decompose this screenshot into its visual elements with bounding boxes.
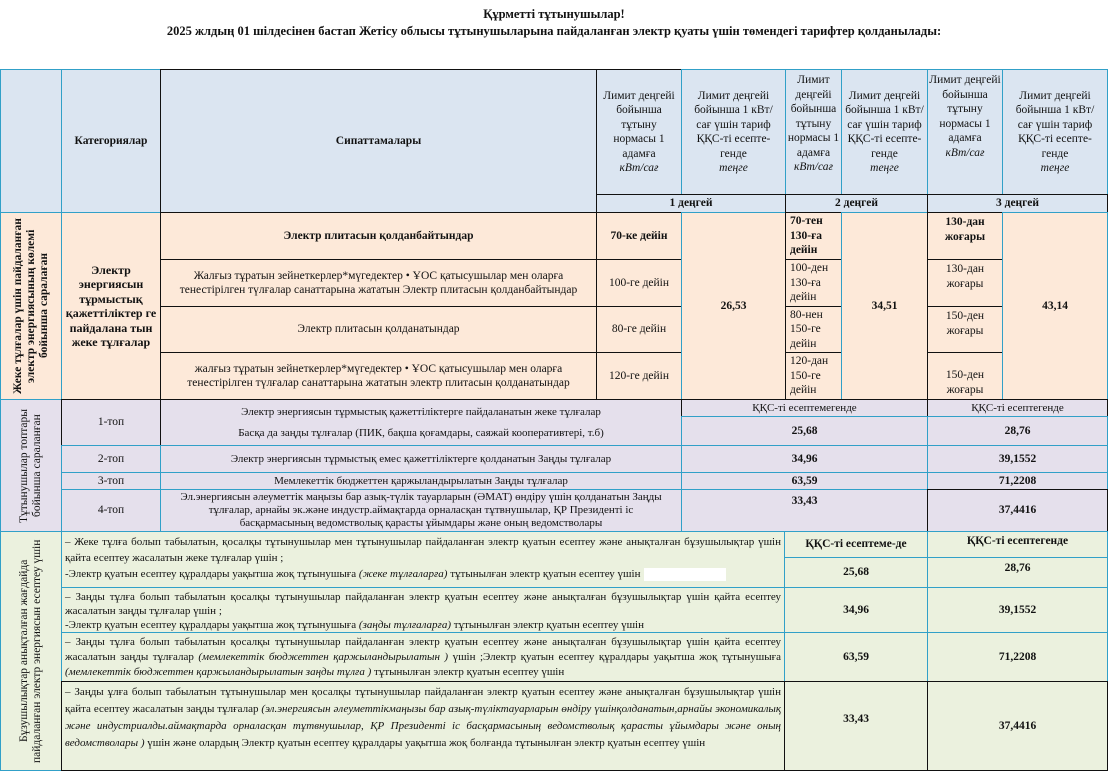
violation-row-desc: – Заңды тұлға болып табылатын қосалқы тұтынушылар пайдаланған электр қуатын есептеу және анықталған бұзушылықтар үшін қайта есептеу жасалатын заңды тұлғалар (мемлекеттік бюджеттен қаржыландырылатын ) үшін ;Электр қуатын есептеу құралдары уақытша жоқ тұтынушыға (мемлекеттік бюджеттен қаржыландырылатын заңды тұлға ) тұтынылған электр қуатын есептеу үшін [61, 632, 785, 682]
white-patch [644, 568, 726, 581]
section1-category: Электр энергиясын тұрмыстық қажеттіліктер ге пайдалана тын жеке тұлғалар [61, 212, 161, 400]
violation-col-with-vat: ҚҚС-ті есептегенде [927, 531, 1108, 558]
norm-unit: кВт/сағ [793, 161, 834, 173]
level-1-header: 1 деңгей [596, 194, 786, 213]
s1-tariff-level3: 43,14 [1002, 212, 1108, 400]
norm-label: Лимит деңгейі бойынша тұтыну нормасы 1 адамға [929, 74, 1001, 144]
header-l1-norm [596, 69, 682, 195]
violation-with-vat: 71,2208 [927, 632, 1108, 682]
header-descriptions: Сипаттамалары [160, 69, 597, 213]
s1-row-l2-norm: 80-нен 150-ге дейін [785, 306, 842, 353]
s1-row-desc: Электр плитасын қолданатындар [160, 306, 597, 353]
s1-tariff-level2: 34,51 [841, 212, 928, 400]
violation-without-vat: 25,68 [784, 557, 928, 588]
group-without-vat: 63,59 [681, 472, 928, 490]
norm-unit: кВт/сағ [619, 162, 659, 174]
section1-side-label: Жеке тұлғалар үшін пайдаланған электр энергиясының көлемі бойынша саралаған [0, 212, 62, 400]
col-with-vat: ҚҚС-ті есептегенде [927, 399, 1108, 417]
s1-row-l3-norm: 150-ден жоғары [927, 352, 1003, 400]
header-categories: Категориялар [61, 69, 161, 213]
violation-with-vat: 28,76 [927, 557, 1108, 588]
group-name: 4-топ [61, 489, 161, 532]
s1-row-l3-norm: 150-ден жоғары [927, 306, 1003, 353]
group-without-vat: 25,68 [681, 416, 928, 446]
group-with-vat: 37,4416 [927, 489, 1108, 532]
header-l2-tariff [841, 69, 928, 195]
group-with-vat: 28,76 [927, 416, 1108, 446]
header-l2-norm [785, 69, 842, 195]
s1-row-l1-norm: 120-ге дейін [596, 352, 682, 400]
s1-row-desc: жалғыз тұратын зейнеткерлер*мүгедектер • ҰОС қатысушылар мен оларға тенестірілген түлғалар санаттарына жататын электр плитасын қолданатындар [160, 352, 597, 400]
s1-row-l3-norm: 130-дан жоғары [927, 212, 1003, 260]
s1-row-desc: Жалғыз тұратын зейнеткерлер*мүгедектер • ҰОС қатысушылар мен оларға тенестірілген түлғалар санаттарына жататын Электр плитасын қолданбайтындар [160, 259, 597, 307]
violation-row-desc: – Заңды тұлға болып табылатын қосалқы тұтынушылар пайдаланған электр қуатын есептеу және анықталған бұзушылықтар үшін қайта есептеу жасалатын заңды тұлғалар үшін ; -Электр қуатын есептеу құралдары уақытша жоқ тұтынушыға (заңды тұлғаларға) тұтынылған электр қуатын есептеу үшін [61, 587, 785, 633]
group-name: 2-топ [61, 445, 161, 473]
s1-tariff-level1: 26,53 [681, 212, 786, 400]
group-desc: Мемлекеттік бюджеттен қаржыландырылатын Заңды тұлғалар [160, 472, 682, 490]
s1-row-l2-norm: 100-ден 130-ға дейін [785, 259, 842, 307]
s1-row-l2-norm: 120-дан 150-ге дейін [785, 352, 842, 400]
violation-with-vat: 37,4416 [927, 681, 1108, 771]
page-subtitle: 2025 жлдың 01 шілдесінен бастап Жетісу облысы тұтынушыларына пайдаланған электр қуаты үшін төмендегі тарифтер қолданылады: [166, 24, 942, 38]
header-l1-tariff [681, 69, 786, 195]
header-l3-tariff [1002, 69, 1108, 195]
section2-side-label: Тұтынушылар топтары бойынша сараланған [0, 399, 62, 532]
s1-row-l3-norm: 130-дан жоғары [927, 259, 1003, 307]
violation-without-vat: 63,59 [784, 632, 928, 682]
s1-row-l1-norm: 70-ке дейін [596, 212, 682, 260]
group-name: 3-топ [61, 472, 161, 490]
header-blank [0, 69, 62, 213]
group-without-vat: 33,43 [681, 489, 928, 532]
level-2-header: 2 деңгей [785, 194, 928, 213]
section3-side-label: Бұзушылықтар анықталған жағдайда пайдаланған электр энергиясын есептеу үшін [0, 531, 62, 771]
s1-row-l1-norm: 100-ге дейін [596, 259, 682, 307]
norm-label: Лимит деңгейі бойынша тұтыну нормасы 1 адамға [603, 89, 675, 160]
group-desc: Электр энергиясын тұрмыстық емес қажеттіліктерге қолданатын Заңды тұлғалар [160, 445, 682, 473]
tariff-unit: теңге [1040, 162, 1070, 174]
group-with-vat: 39,1552 [927, 445, 1108, 473]
s1-row-l2-norm: 70-тен 130-ға дейін [785, 212, 842, 260]
tariff-unit: теңге [870, 162, 899, 174]
tariff-unit: теңге [719, 162, 748, 174]
violation-col-without-vat: ҚҚС-ті есептеме-де [784, 531, 928, 558]
tariff-label: Лимит деңгейі бойынша 1 кВт/сағ үшін тариф ҚҚС-ті есепте-генде [845, 89, 924, 160]
group-desc: Эл.энергиясын әлеуметтік маңызы бар азық-түлік тауарларын (ӘМАТ) өндіру үшін қолданатын Заңды тұлғалар, арнайы эк.және индустр.аймақтарда орналасқан тұтвнушылар, ҚР Президенті іс басқармасының ведомстволық қарасты ұйымдары және оның ведомстволары [160, 489, 682, 532]
s1-row-desc: Электр плитасын қолданбайтындар [160, 212, 597, 260]
norm-unit: кВт/сағ [945, 146, 985, 159]
group-desc: Электр энергиясын тұрмыстық қажеттіліктерге пайдаланатын жеке тұлғалар Басқа да заңды тұлғалар (ПИК, бақша қоғамдары, саяжай кооперативтері, т.б) [160, 399, 682, 446]
page-title: Құрметті тұтынушылар! [483, 7, 625, 21]
violation-row-desc: – Жеке тұлға болып табылатын, қосалқы тұтынушылар мен тұтынушылар пайдаланған электр қуатын есептеу және анықталған бұзушылықтар үшін қайта есептеу жасалатын жеке тұлғалар үшін ; -Электр қуатын есептеу құралдары уақытша жоқ тұтынушыға (жеке тұлғаларға) тұтынылған электр қуатын есептеу үшін [61, 531, 785, 588]
s1-row-l1-norm: 80-ге дейін [596, 306, 682, 353]
tariff-label: Лимит деңгейі бойынша 1 кВт/сағ үшін тариф ҚҚС-ті есепте-генде [1015, 89, 1095, 160]
group-without-vat: 34,96 [681, 445, 928, 473]
violation-without-vat: 34,96 [784, 587, 928, 633]
violation-row-desc: – Заңды ұлға болып табылатын тұтынушылар мен қосалқы тұтынушылар пайдаланған электр қуатын есептеу және анықталған бұзушылықтар үшін қайта есептеу жасалатын заңды тұлғалар (эл.энергиясын әлеуметтікмаңызы бар азық-түліктауарларын өндіру үшінқолданатын,арнайы экономикалық және индустриалды.аймақтарда орналасқан тұтвнушылар, ҚР Президенті іс басқармасының ведомстволық қарасты ұйымдары және оның ведомстволары ) үшін және олардың Электр қуатын есептеу құралдары уақытша жоқ болғанда тұтынылған электр қуатын есептеу үшін [61, 681, 785, 771]
col-without-vat: ҚҚС-ті есептемегенде [681, 399, 928, 417]
tariff-label: Лимит деңгейі бойынша 1 кВт/сағ үшін тариф ҚҚС-ті есепте-генде [694, 89, 773, 160]
level-3-header: 3 деңгей [927, 194, 1108, 213]
group-with-vat: 71,2208 [927, 472, 1108, 490]
violation-with-vat: 39,1552 [927, 587, 1108, 633]
group-name: 1-топ [61, 399, 161, 446]
header-l3-norm [927, 69, 1003, 195]
violation-without-vat: 33,43 [784, 681, 928, 771]
norm-label: Лимит деңгейі бойынша тұтыну нормасы 1 адамға [787, 74, 840, 159]
